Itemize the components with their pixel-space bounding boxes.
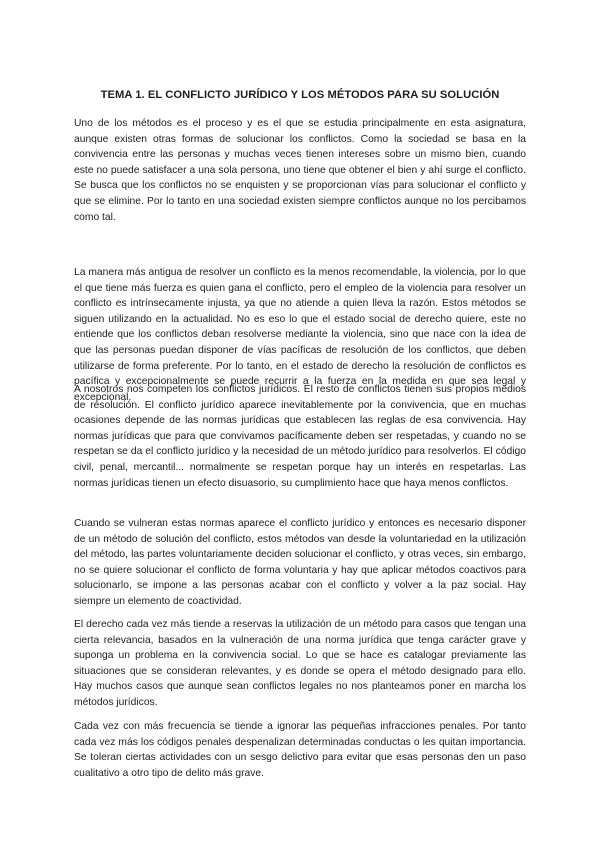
paragraph-2: La manera más antigua de resolver un conflicto es la menos recomendable, la violencia, por lo que el que tiene más fuerza es quien gana el conflicto, pero el empleo de la violencia para resolver un conflicto es intrínsecamente injusta, ya que no atiende a quien lleva la razón. Estos métodos se siguen utilizando en la actualidad. No es eso lo que el estado social de derecho quiere, este no entiende que los conflictos deban resolverse mediante la violencia, sino que nace con la idea de que las personas puedan disponer de vías pacíficas de resolución de los conflictos, que deben utilizarse de forma preferente. Por lo tanto, en el estado de derecho la resolución de conflictos es pacífica y excepcionalmente se puede recurrir a la fuerza en la medida en que sea legal y excepcional. (74, 267, 526, 403)
paragraph-6: Cada vez con más frecuencia se tiende a ignorar las pequeñas infracciones penales. Por tanto cada vez más los códigos penales despenalizan determinadas conductas o les quitan importancia. Se toleran ciertas actividades con un sesgo delictivo para evitar que esas personas den un paso cualitativo a otro tipo de delito más grave. (74, 721, 526, 779)
document-title: TEMA 1. EL CONFLICTO JURÍDICO Y LOS MÉTODOS PARA SU SOLUCIÓN (100, 89, 500, 101)
paragraph-1: Uno de los métodos es el proceso y es el que se estudia principalmente en esta asignatura, aunque existen otras formas de solucionar los conflictos. Como la sociedad se basa en la convivencia entre las personas y muchas veces tienen intereses sobre un mismo bien, cuando este no puede satisfacer a una sola persona, uno tiene que obtener el bien y ahí surge el conflicto. Se busca que los conflictos no se enquisten y se proporcionan vías para solucionar el conflicto y que se elimine. Por lo tanto en una sociedad existen siempre conflictos aunque no los percibamos como tal. (74, 118, 526, 223)
paragraph-3: A nosotros nos competen los conflictos jurídicos. El resto de conflictos tienen sus propios medios de resolución. El conflicto jurídico aparece inevitablemente por la convivencia, que en muchas ocasiones depende de las normas jurídicas que establecen las reglas de esa convivencia. Hay normas jurídicas que para que convivamos pacíficamente deben ser respetadas, y cuando no se respetan se da el conflicto jurídico y la necesidad de un método jurídico para resolverlos. El código civil, penal, mercantil... normalmente se respetan porque hay un interés en respetarlas. Las normas jurídicas tienen un efecto disuasorio, su cumplimiento hace que haya menos conflictos. (74, 384, 526, 489)
paragraph-5: El derecho cada vez más tiende a reservas la utilización de un método para casos que tengan una cierta relevancia, basados en la vulneración de una norma jurídica que tenga carácter grave y suponga un problema en la convivencia social. Lo que se hace es catalogar previamente las situaciones que se consideran relevantes, y es donde se opera el método designado para ello. Hay muchos casos que aunque sean conflictos legales no nos planteamos poner en marcha los métodos jurídicos. (74, 619, 526, 708)
paragraph-4: Cuando se vulneran estas normas aparece el conflicto jurídico y entonces es necesario disponer de un método de solución del conflicto, estos métodos van desde la voluntariedad en la utilización del método, las partes voluntariamente deciden solucionar el conflicto, y otras veces, sin embargo, no se quiere solucionar el conflicto de forma voluntaria y hay que aplicar métodos coactivos para solucionarlo, se impone a las personas acabar con el conflicto y volver a la paz social. Hay siempre un elemento de coactividad. (74, 518, 526, 607)
